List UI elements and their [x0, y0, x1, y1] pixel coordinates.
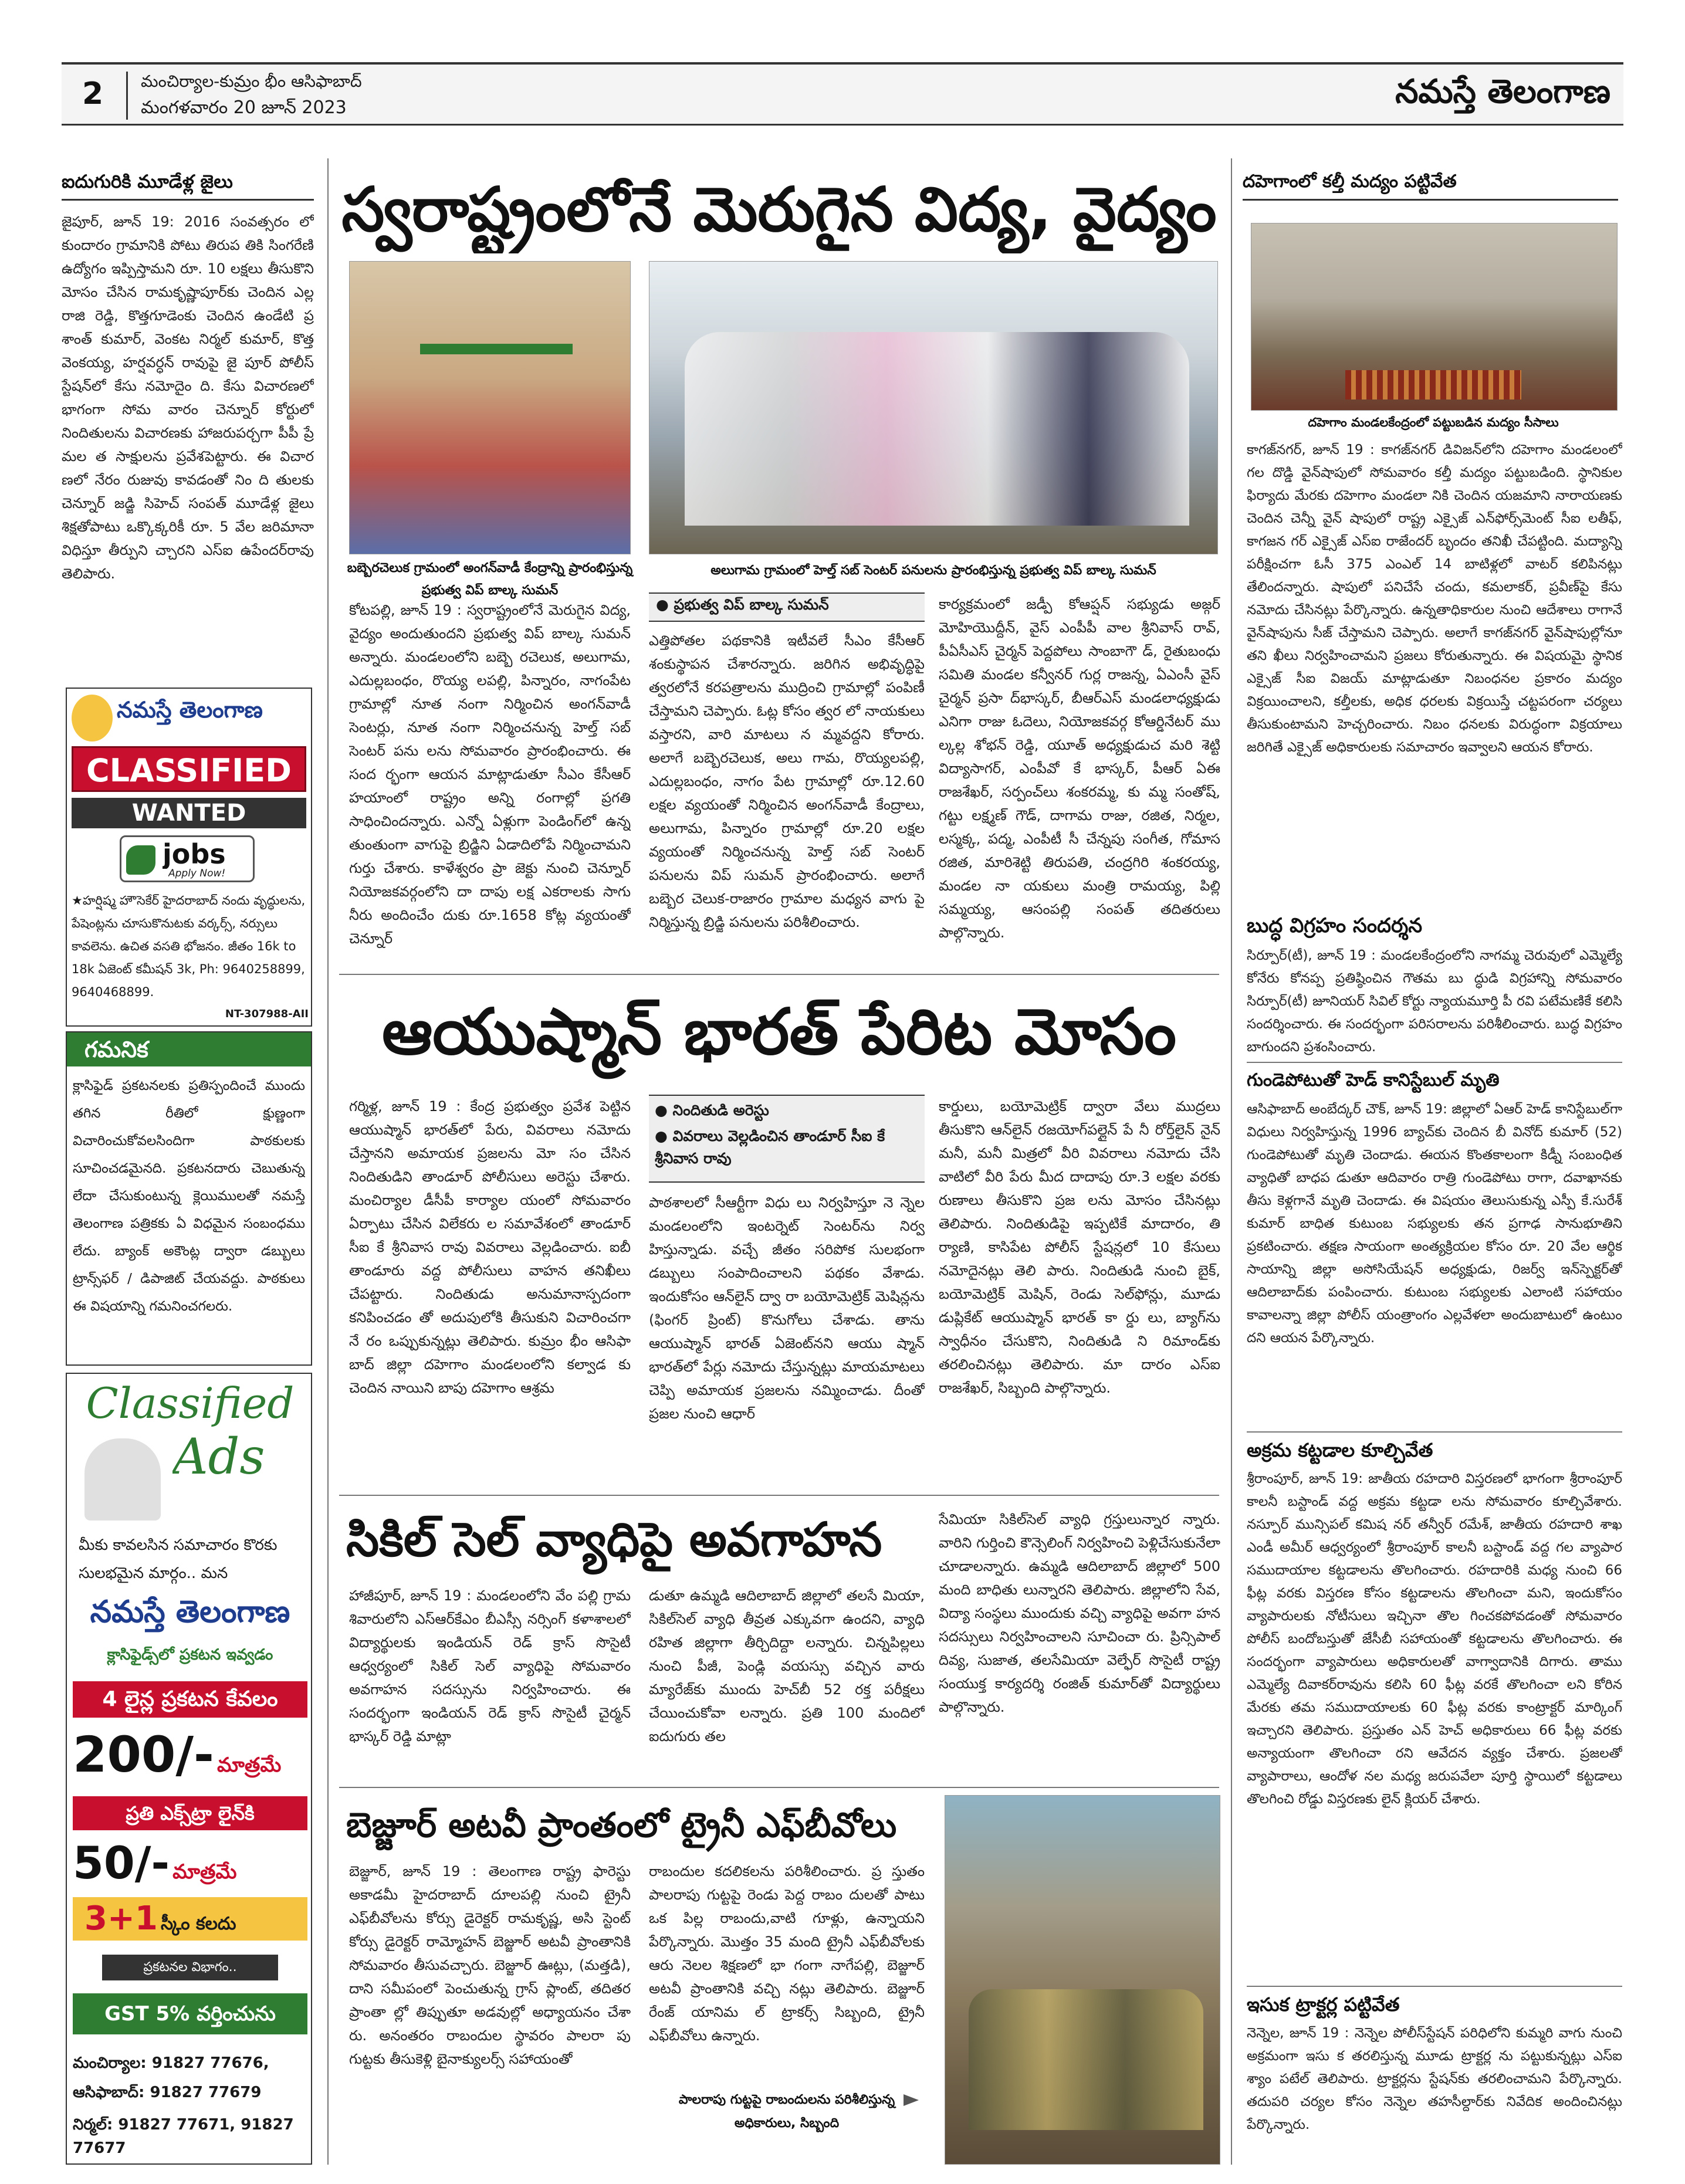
rule-right	[1231, 158, 1232, 2165]
left-story-title: ఐదుగురికి మూడేళ్ల జైలు	[62, 171, 314, 201]
right-s2-body: సిర్పూర్(టీ), జూన్ 19 : మండలకేంద్రంలోని నాగమ్మ చెరువులో ఎమ్మెల్యే కోనేరు కోనప్ప ప్రతిష్ఠించిన గౌతమ బు ద్ధుడి విగ్రహాన్ని సోమవారం సిర్పూర్(టీ) జూనియర్ సివిల్ కోర్టు న్యాయమూర్తి పీ రవి పటేమణికే కలిసి సందర్శించారు. ఈ సందర్భంగా పరిసరాలను పరిశీలించారు. బుద్ధ విగ్రహం బాగుందని ప్రశంసించారు.	[1247, 948, 1622, 1055]
promo-offer-row	[73, 1897, 307, 1941]
promo-price1: 200/-	[73, 1726, 214, 1783]
classified-label: CLASSIFIED	[72, 746, 306, 792]
notice-box	[66, 1031, 312, 1366]
promo-line2: ప్రతి ఎక్స్‌ట్రా లైన్‌కి	[73, 1796, 307, 1830]
rule-sickle-bottom	[339, 1787, 1219, 1788]
promo-price2: 50/-	[73, 1837, 170, 1889]
ayushman-bullet2: ● వివరాలు వెల్లడించిన తాండూర్ సీఐ కే శ్రీనివాస రావు	[649, 1125, 925, 1170]
temple-logo	[72, 695, 113, 741]
right-s4-body: శ్రీరాంపూర్, జూన్ 19: జాతీయ రహదారి విస్తరణలో భాగంగా శ్రీరాంపూర్ కాలనీ బస్టాండ్ వద్ద అక్రమ కట్టడా లను సోమవారం కూల్చివేశారు. నస్పూర్ మున్సిపల్ కమిష నర్ తన్వీర్ రమేశ్, జాతీయ రహదారి శాఖ ఎండీ అమీర్ ఆధ్వర్యంలో శ్రీరాంపూర్ కాలనీ బస్టాండ్ వద్ద గల వ్యాపార సముదాయాల కట్టడాలను తొలగించారు. రహదారికి మధ్య నుంచి 66 ఫీట్ల వరకు విస్తరణ కోసం కట్టడాలను తొలగించా మని, ఇందుకోసం వ్యాపారులకు నోటీసులు ఇచ్చినా తొల గించకపోవడంతో సోమవారం పోలీస్ బందోబస్తుతో జేసీబీ సహాయంతో కట్టడాలను తొలగించారు. ఈ సందర్భంగా వ్యాపారులు అధికారులతో వాగ్వాదానికి దిగారు. తాము ఎమ్మెల్యే దివాకర్‌రావును కలిసి 60 ఫీట్ల వరకే తొలగించా లని కోరిన మేరకు తమ సముదాయాలకు 60 ఫీట్ల వరకు కాంట్రాక్టర్ మార్కింగ్ ఇచ్చారని తెలిపారు. ప్రస్తుతం ఎన్ హెచ్ అధికారులు 66 ఫీట్ల వరకు అన్యాయంగా తొలగించా రని ఆవేదన వ్యక్తం చేశారు. ప్రజలతో వ్యాపారాలు, ఆందోళ నల మధ్య జరుపవేలా పూర్తి స్థాయిలో కట్టడాలు తొలగించి రోడ్డు విస్తరణకు లైన్ క్లియర్ చేశారు.	[1247, 1471, 1622, 1807]
right-s1-caption: దహెగాం మండలకేంద్రంలో పట్టుబడిన మద్యం సీసాలు	[1308, 415, 1559, 429]
header-divider	[126, 72, 128, 120]
sickle-col3: సేమియా సికిల్‌సెల్ వ్యాధి గ్రస్తులున్నార న్నారు. వారిని గుర్తించి కౌన్సెలింగ్ నిర్వహించి పెళ్లిచేసుకునేలా చూడాలన్నారు. ఉమ్మడి ఆదిలాబాద్ జిల్లాలో 500 మంది బాధితు లున్నారని తెలిపారు. జిల్లాలోని సేవ, విద్యా సంస్థలు ముందుకు వచ్చి వ్యాధిపై అవగా హన సదస్సులు నిర్వహించాలని సూచించా రు. ప్రిన్సిపాల్ దివ్య, సుజాత, తలసేమియా వెల్ఫేర్ సొసైటీ రాష్ట్ర సంయుక్త కార్యదర్శి రంజిత్ కుమార్‌తో విద్యార్థులు పాల్గొన్నారు.	[939, 1511, 1220, 1715]
photo-trainee	[945, 1795, 1220, 2165]
right-s3-title: గుండెపోటుతో హెడ్ కానిస్టేబుల్ మృతి	[1247, 1062, 1622, 1097]
trainee-col2: రాబందుల కదలికలను పరిశీలించారు. ప్ర స్తుతం పాలరాపు గుట్టపై రెండు పెద్ద రాబం దులతో పాటు ఒక పిల్ల రాబందు,వాటి గూళ్లు, ఉన్నాయని పేర్కొన్నారు. మొత్తం 35 మంది ట్రైనీ ఎఫ్‌బీవోలకు ఆరు నెలల శిక్షణలో భా గంగా నాగేపల్లి, బెజ్జూర్ అటవీ ప్రాంతానికి వచ్చి నట్లు తెలిపారు. బెజ్జూర్ రేంజ్ యానిమ ల్ ట్రాకర్స్ సిబ్బంది, ట్రైనీ ఎఫ్‌బీవోలు ఉన్నారు.	[649, 1863, 925, 2044]
bottles-shape	[1345, 370, 1521, 399]
promo-title-1: Classified	[86, 1379, 295, 1428]
classified-ads-promo	[66, 1373, 312, 2165]
main-headline: స్వరాష్ట్రంలోనే మెరుగైన విద్య, వైద్యం	[341, 174, 1217, 245]
right-s4-title: అక్రమ కట్టడాల కూల్చివేత	[1247, 1431, 1622, 1467]
edition-date: మంగళవారం 20 జూన్ 2023	[141, 97, 347, 118]
sickle-headline: సికిల్ సెల్ వ్యాధిపై అవగాహన	[346, 1512, 882, 1567]
promo-line1: 4 లైన్ల ప్రకటన కేవలం	[73, 1681, 307, 1718]
page-number: 2	[82, 76, 104, 111]
main-bullet: ● ప్రభుత్వ విప్ బాల్క సుమన్	[649, 592, 925, 622]
classified-ad	[66, 688, 312, 1027]
right-s3-body: ఆసిఫాబాద్ అంబేద్కర్ చౌక్, జూన్ 19: జిల్లాలో ఏఆర్ హెడ్ కానిస్టేబుల్‌గా విధులు నిర్వహిస్తున్న 1996 బ్యాచ్‌కు చెందిన బీ వినోద్ కుమార్ (52) గుండెపోటుతో మృతి చెందాడు. ఈయన కొంతకాలంగా కిడ్నీ సంబంధిత వ్యాధితో బాధప డుతూ ఆదివారం రాత్రి గుండెపోటు రాగా, దవాఖానకు తీసు కెళ్లగానే మృతి చెందాడు. ఈ విషయం తెలుసుకున్న ఎస్పీ కే.సురేశ్ కుమార్ బాధిత కుటుంబ సభ్యులకు తన ప్రగాఢ సానుభూతిని ప్రకటించారు. తక్షణ సాయంగా అంత్యక్రియల కోసం రూ. 20 వేల ఆర్థిక సాయాన్ని జిల్లా అసోసియేషన్ అధ్యక్షుడు, రిజర్వ్ ఇన్‌స్పెక్టర్‌తో ఆదిలాబాద్‌కు పంపించారు. కుటుంబ సభ్యులకు ఎలాంటి సహాయం కావాలన్నా జిల్లా పోలీస్ యంత్రాంగం ఎల్లవేళలా అందుబాటులో ఉంటుం దని ఆయన పేర్కొన్నారు.	[1247, 1102, 1622, 1346]
ayushman-bullet1: ● నిందితుడి అరెస్టు	[649, 1096, 925, 1125]
masthead: నమస్తే తెలంగాణ	[1395, 73, 1610, 111]
promo-sub: క్లాసిఫైడ్స్‌లో ప్రకటన ఇవ్వడం	[107, 1646, 273, 1664]
rule-left	[327, 158, 329, 2165]
photo-liquor-seizure	[1251, 223, 1618, 411]
sickle-col1: హాజీపూర్, జూన్ 19 : మండలంలోని వేం పల్లి గ్రామ శివారులోని ఎస్ఆర్‌కేఎం బీఎస్సీ నర్సింగ్ కళాశాలలో విద్యార్థులకు ఇండియన్ రెడ్ క్రాస్ సొసైటీ ఆధ్వర్యంలో సికిల్ సెల్ వ్యాధిపై సోమవారం అవగాహన సదస్సును నిర్వహించారు. ఈ సందర్భంగా ఇండియన్ రెడ్ క్రాస్ సొసైటీ చైర్మన్ భాస్కర్ రెడ్డి మాట్లా	[349, 1587, 631, 1745]
promo-brand: నమస్తే తెలంగాణ	[90, 1594, 290, 1630]
classified-brand: నమస్తే తెలంగాణ	[117, 697, 263, 723]
main-col1: కోటపల్లి, జూన్ 19 : స్వరాష్ట్రంలోనే మెరుగైన విద్య, వైద్యం అందుతుందని ప్రభుత్వ విప్ బాల్క సుమన్ అన్నారు. మండలంలోని బబ్బె రచెలుక, అలుగామ, ఎదుల్లబంధం, రొయ్య లపల్లి, పిన్నారం, నాగంపేట గ్రామాల్లో నూత నంగా నిర్మించిన అంగన్‌వాడీ సెంటర్లు, నూత నంగా నిర్మించనున్న హెల్త్ సబ్ సెంటర్ పను లను సోమవారం ప్రారంభించారు. ఈ సంద ర్భంగా ఆయన మాట్లాడుతూ సీఎం కేసీఆర్ హయాంలో రాష్ట్రం అన్ని రంగాల్లో ప్రగతి సాధించిందన్నారు. ఎన్నో ఏళ్లుగా పెండింగ్‌లో ఉన్న తుంతుంగా వాగుపై బ్రిడ్జిని ఏడాదిలోపే నిర్మించామని గుర్తు చేశారు. కాళేశ్వరం ప్రా జెక్టు నుంచి చెన్నూర్ నియోజకవర్గంలోని దా దాపు లక్ష ఎకరాలకు సాగు నీరు అందించేం దుకు రూ.1658 కోట్ల వ్యయంతో చెన్నూర్	[349, 602, 631, 947]
main-col3: కార్యక్రమంలో జడ్పీ కోఆప్షన్ సభ్యుడు అజ్గర్ మోహియొద్దీన్, వైస్ ఎంపీపీ వాల శ్రీనివాస్ రావ్, పీఏసీఎస్ చైర్మన్ పెద్దపోలు సాంబాగౌ డ్, రైతుబంధు సమితి మండల కన్వీనర్ గుర్ల రాజన్న, ఏఎంసీ వైస్ చైర్మన్ ప్రసా ద్‌భాస్కర్, బీఆర్ఎస్ మండలాధ్యక్షుడు ఎనిగా రాజు ఓదెలు, నియోజకవర్గ కోఆర్డినేటర్ ము ల్కల్ల శోభన్ రెడ్డి, యూత్ అధ్యక్షుడుచ మరి శెట్టి విద్యాసాగర్, ఎంపీవో కే భాస్కర్, పీఆర్ ఏఈ రాజశేఖర్, సర్పంచ్‌లు శంకరమ్మ, కు మ్మ సంతోష్, గట్టు లక్ష్మణ్ గౌడ్, దాగామ రాజు, రజిత, నిర్మల, లస్మక్క, పద్మ, ఎంపీటీ సీ చేన్నపు సంగీత, గోమాస రజిత, మారిశెట్టి తిరుపతి, చంద్రగిరి శంకరయ్య, మండల నా యకులు మంత్రి రామయ్య, పిల్లి సమ్మయ్య, ఆసంపల్లి సంపత్ తదితరులు పాల్గొన్నారు.	[939, 596, 1220, 941]
right-s5-body: నెన్నెల, జూన్ 19 : నెన్నెల పోలీస్‌స్టేషన్ పరిధిలోని కుమ్మరి వాగు నుంచి అక్రమంగా ఇసు క తరలిస్తున్న మూడు ట్రాక్టర్ల ను పట్టుకున్నట్లు ఎస్ఐ శ్యాం పటేల్ తెలిపారు. ట్రాక్టర్లను స్టేషన్‌కు తరలించామని పేర్కొన్నారు. తదుపరి చర్యల కోసం నెన్నెల తహసీల్దార్‌కు నివేదిక అందించినట్లు పేర్కొన్నారు.	[1247, 2026, 1622, 2132]
classified-code: NT-307988-AII	[225, 1008, 309, 1020]
crowd-shape	[685, 332, 1189, 526]
promo-dept: ప్రకటనల విభాగం..	[102, 1955, 278, 1980]
right-s1-title: దహెగాంలో కల్తీ మద్యం పట్టివేత	[1243, 171, 1618, 201]
jobs-tag: Apply Now!	[168, 868, 226, 879]
sickle-col2: డుతూ ఉమ్మడి ఆదిలాబాద్ జిల్లాలో తలసే మియా, సికిల్‌సెల్ వ్యాధి తీవ్రత ఎక్కువగా ఉందని, వ్యాధి రహిత జిల్లాగా తీర్చిదిద్దా లన్నారు. చిన్నపిల్లలు నుంచి పీజీ, పెండ్లి వయస్సు వచ్చిన వారు మ్యారేజ్‌కు ముందు హెచ్‌బీ 52 రక్త పరీక్షలు చేయించుకోవా లన్నారు. ప్రతి 100 మందిలో ఐదుగురు తల	[649, 1587, 925, 1745]
officers-shape	[969, 1989, 1203, 2130]
caption-anganwadi: బబ్బెరచెలుక గ్రామంలో అంగన్‌వాడీ కేంద్రాన్ని ప్రారంభిస్తున్న ప్రభుత్వ విప్ బాల్క సుమన్	[347, 561, 633, 598]
promo-phone1: మంచిర్యాల: 91827 77676, ఆసిఫాబాద్: 91827 77679	[73, 2054, 269, 2101]
promo-price2-row	[73, 1834, 307, 1892]
right-s2-title: బుద్ధ విగ్రహం సందర్శన	[1247, 914, 1423, 937]
promo-price1-row	[73, 1722, 307, 1787]
promo-offer-text: స్కీం కలదు	[160, 1914, 236, 1934]
ribbon-icon	[420, 344, 573, 354]
photo-health-center	[649, 261, 1218, 554]
rule-main-bottom	[339, 974, 1219, 975]
notice-body: క్లాసిఫైడ్ ప్రకటనలకు ప్రతిస్పందించే ముందు తగిన రీతిలో క్షుణ్ణంగా విచారించుకోవలసిందిగా పాఠకులకు సూచించడమైనది. ప్రకటనదారు చెబుతున్న లేదా చేసుకుంటున్న క్లెయిములతో నమస్తే తెలంగాణ పత్రికకు ఏ విధమైన సంబంధము లేదు. బ్యాంక్ అకౌంట్ల ద్వారా డబ్బులు ట్రాన్స్‌ఫర్ / డిపాజిట్ చేయవద్దు. పాఠకులు ఈ విషయాన్ని గమనించగలరు.	[73, 1078, 305, 1314]
promo-person-icon	[84, 1438, 161, 1521]
hand-icon	[126, 845, 155, 875]
jobs-badge	[120, 835, 255, 882]
arrow-icon	[904, 2094, 919, 2106]
photo-anganwadi	[349, 261, 631, 554]
caption-health-center: అలుగామ గ్రామంలో హెల్త్ సబ్ సెంటర్ పనులను ప్రారంభిస్తున్న ప్రభుత్వ విప్ బాల్క సుమన్	[710, 563, 1156, 578]
promo-price2-suffix: మాత్రమే	[172, 1860, 237, 1884]
left-story	[62, 171, 314, 623]
promo-price1-suffix: మాత్రమే	[216, 1753, 282, 1777]
promo-phone2: నిర్మల్: 91827 77671, 91827 77677	[73, 2116, 294, 2157]
promo-gst: GST 5% వర్తించును	[73, 1993, 307, 2034]
edition-name: మంచిర్యాల-కుమ్రం భీం ఆసిఫాబాద్	[141, 72, 362, 91]
wanted-label: WANTED	[72, 798, 306, 828]
ayushman-bullets	[649, 1095, 925, 1183]
promo-offer: 3+1	[84, 1899, 158, 1938]
trainee-headline: బెజ్జూర్ అటవీ ప్రాంతంలో ట్రైనీ ఎఫ్‌బీవోలు	[346, 1805, 897, 1845]
ayushman-headline: ఆయుష్మాన్ భారత్ పేరిట మోసం	[381, 996, 1177, 1069]
page-header	[62, 62, 1623, 126]
rule-ayushman-bottom	[339, 1495, 1219, 1496]
notice-title: గమనిక	[67, 1032, 311, 1066]
promo-tagline: మీకు కావలసిన సమాచారం కొరకు సులభమైన మార్గం.. మన	[79, 1536, 278, 1582]
right-s1-body: కాగజ్‌నగర్, జూన్ 19 : కాగజ్‌నగర్ డివిజన్‌లోని దహెగాం మండలంలో గల దొడ్డి వైన్‌షాపులో సోమవారం కల్తీ మద్యం పట్టుబడింది. స్థానికుల ఫిర్యాదు మేరకు దహెగాం మండలా నికి చెందిన యజమాని నారాయణకు చెందిన చెన్నీ వైన్ షాపులో రాష్ట్ర ఎక్సైజ్ ఎన్‌ఫోర్స్‌మెంట్ సీఐ లతీఫ్, కాగజన గర్ ఎక్సైజ్ ఎస్ఐ రాజేందర్ బృందం తనిఖీ చేపట్టింది. మద్యాన్ని పరీక్షించగా ఓసీ 375 ఎంఎల్ 14 బాటిళ్లలో వాటర్ కలిపినట్లు తేలిందన్నారు. షాపులో పనిచేసే చందు, కమలాకర్, ప్రవీణ్‌పై కేసు నమోదు చేసినట్లు పేర్కొన్నారు. ఉన్నతాధికారుల నుంచి ఆదేశాలు రాగానే వైన్‌షాపును సీజ్ చేస్తామని చెప్పారు. అలాగే కాగజ్‌నగర్ వైన్‌షాపుల్లోనూ తని ఖీలు నిర్వహించామని ప్రజలు కోరుతున్నారు. ఈ విషయమై స్థానిక ఎక్సైజ్ సీఐ విజయ్ మాట్లాడుతూ నిబంధనల ప్రకారం మద్యం విక్రయించాలని, కల్తీలకు, అధిక ధరలకు విక్రయిస్తే చట్టపరంగా చర్యలు తీసుకుంటామని హెచ్చరించారు. నిబం ధనలకు విరుద్ధంగా విక్రయాలు జరిగితే ఎక్సైజ్ అధికారులకు సమాచారం ఇవ్వాలని ఆయన కోరారు.	[1247, 442, 1622, 755]
trainee-caption: పాలరాపు గుట్టపై రాబందులను పరిశీలిస్తున్న అధికారులు, సిబ్బంది	[678, 2092, 895, 2131]
ayushman-col1: గర్మిళ్ల, జూన్ 19 : కేంద్ర ప్రభుత్వం ప్రవేశ పెట్టిన ఆయుష్మాన్ భారత్‌లో పేరు, వివరాలు నమోదు చేస్తానని అమాయక ప్రజలను మో సం చేసిన నిందితుడిని తాండూర్ పోలీసులు అరెస్టు చేశారు. మంచిర్యాల డీసీపీ కార్యాల యంలో సోమవారం ఏర్పాటు చేసిన విలేకరు ల సమావేశంలో తాండూర్ సీఐ కే శ్రీనివాస రావు వివరాలు వెల్లడించారు. ఐబీ తాండూరు వద్ద పోలీసులు వాహన తనిఖీలు చేపట్టారు. నిందితుడు అనుమానాస్పదంగా కనిపించడం తో అదుపులోకి తీసుకుని విచారించగా నే రం ఒప్పుకున్నట్లు తెలిపారు. కుమ్రం భీం ఆసిఫా బాద్ జిల్లా దహెగాం మండలంలోని కల్వాడ కు చెందిన నాయిని బాపు దహెగాం ఆశ్రమ	[349, 1098, 631, 1396]
promo-title-2: Ads	[172, 1428, 265, 1485]
classified-body: ★హర్షిష్మ హౌసెకేర్ హైదరాబాద్ నందు వృద్ధులను, పేషెంట్లను చూసుకొనుటకు వర్కర్స్, నర్సులు కావలెను. ఉచిత వసతి భోజనం. జీతం 16k to 18k ఏజెంట్ కమీషన్ 3k, Ph: 9640258899, 9640468899.	[72, 893, 306, 999]
trainee-col1: బెజ్జూర్, జూన్ 19 : తెలంగాణ రాష్ట్ర ఫారెస్టు అకాడమీ హైదరాబాద్ దూలపల్లి నుంచి ట్రైనీ ఎఫ్‌బీవోలను కోర్సు డైరెక్టర్ రామకృష్ణ, అసి స్టెంట్ కోర్సు డైరెక్టర్ రామ్మోహన్ బెజ్జూర్ అటవీ ప్రాంతానికి సోమవారం తీసువచ్చారు. బెజ్జూర్ ఊట్లు, (మత్తడి), దాని సమీపంలో పెంచుతున్న గ్రాస్ ప్లాంట్, తదితర ప్రాంతా ల్లో తిప్పుతూ అడవుల్లో అధ్యాయనం చేశా రు. అనంతరం రాబందుల స్థావరం పాలరా పు గుట్టకు తీసుకెళ్లి బైనాక్యులర్స్ సహాయంతో	[349, 1863, 631, 2067]
ayushman-col3: కార్డులు, బయోమెట్రిక్ ద్వారా వేలు ముద్రలు తీసుకొని ఆన్‌లైన్ రజయోగ్‌పల్లైన్ పే నీ రోర్త్‌లైన్ నైన్ మనీ, మనీ మిత్రలో వీరి వివరాలు నమోదు చేసి వాటిలో వీరి పేరు మీద దాదాపు రూ.3 లక్షల వరకు రుణాలు తీసుకొని ప్రజ లను మోసం చేసినట్లు తెలిపారు. నిందితుడిపై ఇప్పటికే మాదారం, తి ర్యాణి, కాసిపేట పోలీస్ స్టేషన్లలో 10 కేసులు నమోదైనట్లు తెలి పారు. నిందితుడి నుంచి బైక్, బయోమెట్రిక్ మెషిన్, రెండు సెల్‌ఫోన్లు, మూడు డుప్లికేట్ ఆయుష్మాన్ భారత్ కా ర్డు లు, బ్యాగ్‌ను స్వాధీనం చేసుకొని, నిందితుడి ని రిమాండ్‌కు తరలించినట్లు తెలిపారు. మా దారం ఎస్ఐ రాజశేఖర్, సిబ్బంది పాల్గొన్నారు.	[939, 1098, 1220, 1396]
jobs-text: jobs	[163, 838, 226, 869]
main-col2: ఎత్తిపోతల పథకానికి ఇటీవలే సీఎం కేసీఆర్ శంకుస్థాపన చేశారన్నారు. జరిగిన అభివృద్ధిపై త్వరలోనే కరపత్రాలను ముద్రించి గ్రామాల్లో పంపిణీ చేస్తామని చెప్పారు. ఓట్ల కోసం త్వర లో నాయకులు వస్తారని, వారి మాటలు న మ్మవద్దని కోరారు. అలాగే బబ్బెరచెలుక, అలు గామ, రొయ్యలపల్లి, ఎదుల్లబంధం, నాగం పేట గ్రామాల్లో రూ.12.60 లక్షల వ్యయంతో నిర్మించిన అంగన్‌వాడీ కేంద్రాలు, అలుగామ, పిన్నారం గ్రామాల్లో రూ.20 లక్షల వ్యయంతో నిర్మించనున్న హెల్త్ సబ్ సెంటర్ పనులను విప్ సుమన్ ప్రారంభించారు. అలాగే బబ్బెర చెలుక-రాజారం గ్రామాల మధ్యన వాగు పై నిర్మిస్తున్న బ్రిడ్జి పనులను పరిశీలించారు.	[649, 632, 925, 930]
right-s5-title: ఇసుక ట్రాక్టర్ల పట్టివేత	[1247, 1986, 1622, 2021]
left-story-body: జైపూర్, జూన్ 19: 2016 సంవత్సరం లో కుందారం గ్రామానికి పోటు తిరుప తికి సింగరేణి ఉద్యోగం ఇప్పిస్తామని రూ. 10 లక్షలు తీసుకొని మోసం చేసిన రామకృష్ణాపూర్‌కు చెందిన ఎల్ల రాజి రెడ్డి, కొత్తగూడెంకు చెందిన ఉండేటి ప్ర శాంత్ కుమార్, వెంకట నిర్మల్ కుమార్, కొత్త వెంకయ్య, హర్షవర్ధన్ రావుపై జై పూర్ పోలీస్ స్టేషన్‌లో కేసు నమోదైం ది. కేసు విచారణలో భాగంగా సోమ వారం చెన్నూర్ కోర్టులో నిందితులను విచారణకు హాజరుపర్చగా పీపీ ప్రే మల త సాక్షులను ప్రవేశపెట్టారు. ఈ విచార ణలో నేరం రుజువు కావడంతో నిం ది తులకు చెన్నూర్ జడ్జి సిహెచ్ సంపత్ మూడేళ్ల జైలు శిక్షతోపాటు ఒక్కొక్కరికీ రూ. 5 వేల జరిమానా విధిస్తూ తీర్పుని చ్చారని ఎస్ఐ ఉపేందర్‌రావు తెలిపారు.	[62, 214, 314, 582]
ayushman-col2: పాఠశాలలో సీఆర్టీగా విధు లు నిర్వహిస్తూ నె న్నెల మండలంలోని ఇంటర్నెట్ సెంటర్‌ను నిర్వ హిస్తున్నాడు. వచ్చే జీతం సరిపోక సులభంగా డబ్బులు సంపాదించాలని పథకం వేశాడు. ఇందుకోసం ఆన్‌లైన్ ద్వా రా బయోమెట్రిక్ మెషిన్లను (ఫింగర్ ప్రింట్) కొనుగోలు చేశాడు. తాను ఆయుష్మాన్ భారత్ ఏజెంట్‌నని ఆయు ష్మాన్ భారత్‌లో పేర్లు నమోదు చేస్తున్నట్లు మాయమాటలు చెప్పి అమాయక ప్రజలను నమ్మించాడు. దీంతో ప్రజల నుంచి ఆధార్	[649, 1194, 925, 1422]
